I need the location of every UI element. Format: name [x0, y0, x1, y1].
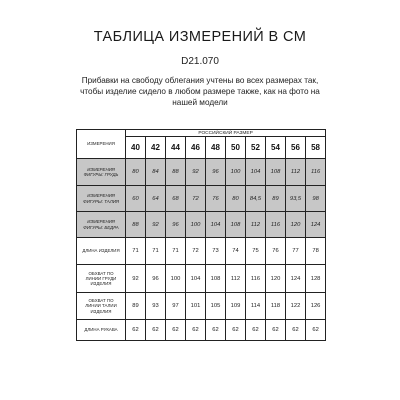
- value-cell: 100: [186, 212, 206, 238]
- value-cell: 128: [306, 265, 326, 293]
- value-cell: 92: [186, 159, 206, 186]
- row-label-line: ИЗМЕРЕНИЯ: [87, 193, 115, 199]
- value-cell: 100: [226, 159, 246, 186]
- value-cell: 75: [246, 238, 266, 265]
- value-cell: 114: [246, 293, 266, 320]
- value-cell: 76: [266, 238, 286, 265]
- value-cell: 62: [266, 320, 286, 341]
- size-cell: 58: [306, 137, 326, 159]
- value-cell: 62: [186, 320, 206, 341]
- value-cell: 71: [146, 238, 166, 265]
- value-cell: 92: [146, 212, 166, 238]
- value-cell: 118: [266, 293, 286, 320]
- measurement-row: [77, 265, 326, 293]
- row-label-line: ИЗДЕЛИЯ: [90, 281, 112, 287]
- row-label: [77, 265, 126, 293]
- row-label-line: ФИГУРЫ: ГРУДЬ: [83, 172, 119, 177]
- value-cell: 93,5: [286, 186, 306, 212]
- value-cell: 120: [266, 265, 286, 293]
- value-cell: 116: [306, 159, 326, 186]
- value-cell: 71: [166, 238, 186, 265]
- value-cell: 109: [226, 293, 246, 320]
- value-cell: 124: [306, 212, 326, 238]
- value-cell: 68: [166, 186, 186, 212]
- size-table: [76, 129, 326, 341]
- measurement-row: [77, 320, 326, 341]
- value-cell: 97: [166, 293, 186, 320]
- value-cell: 62: [286, 320, 306, 341]
- value-cell: 124: [286, 265, 306, 293]
- value-cell: 96: [146, 265, 166, 293]
- value-cell: 62: [206, 320, 226, 341]
- value-cell: 92: [126, 265, 146, 293]
- size-cell: 54: [266, 137, 286, 159]
- value-cell: 89: [126, 293, 146, 320]
- page-title: ТАБЛИЦА ИЗМЕРЕНИЙ В СМ: [93, 29, 307, 45]
- row-label-line: ЛИНИИ ТАЛИИ: [85, 303, 117, 309]
- value-cell: 122: [286, 293, 306, 320]
- value-cell: 100: [166, 265, 186, 293]
- value-cell: 77: [286, 238, 306, 265]
- value-cell: 108: [206, 265, 226, 293]
- value-cell: 64: [146, 186, 166, 212]
- value-cell: 84: [146, 159, 166, 186]
- value-cell: 60: [126, 186, 146, 212]
- row-label-line: ОБХВАТ ПО: [88, 298, 114, 304]
- size-cell: 50: [226, 137, 246, 159]
- value-cell: 112: [226, 265, 246, 293]
- value-cell: 116: [266, 212, 286, 238]
- measurement-row: [77, 238, 326, 265]
- measurement-row: [77, 293, 326, 320]
- row-label-line: ИЗМЕРЕНИЯ: [87, 166, 115, 172]
- value-cell: 104: [246, 159, 266, 186]
- value-cell: 88: [126, 212, 146, 238]
- value-cell: 101: [186, 293, 206, 320]
- value-cell: 96: [166, 212, 186, 238]
- value-cell: 89: [266, 186, 286, 212]
- value-cell: 62: [146, 320, 166, 341]
- size-cell: 56: [286, 137, 306, 159]
- value-cell: 72: [186, 186, 206, 212]
- value-cell: 80: [226, 186, 246, 212]
- size-cell: 40: [126, 137, 146, 159]
- row-label: [77, 238, 126, 265]
- value-cell: 76: [206, 186, 226, 212]
- measurement-row: [77, 186, 326, 212]
- row-label-line: ФИГУРЫ: ТАЛИЯ: [83, 198, 119, 204]
- value-cell: 104: [186, 265, 206, 293]
- value-cell: 62: [306, 320, 326, 341]
- value-cell: 62: [226, 320, 246, 341]
- value-cell: 96: [206, 159, 226, 186]
- size-cell: 48: [206, 137, 226, 159]
- value-cell: 84,5: [246, 186, 266, 212]
- measurement-row: [77, 212, 326, 238]
- value-cell: 104: [206, 212, 226, 238]
- value-cell: 126: [306, 293, 326, 320]
- value-cell: 108: [226, 212, 246, 238]
- product-code: D21.070: [181, 56, 219, 67]
- value-cell: 116: [246, 265, 266, 293]
- size-cell: 42: [146, 137, 166, 159]
- value-cell: 112: [246, 212, 266, 238]
- size-cell: 46: [186, 137, 206, 159]
- value-cell: 72: [186, 238, 206, 265]
- size-cell: 44: [166, 137, 186, 159]
- row-label-line: ДЛИНА РУКАВА: [84, 327, 118, 333]
- value-cell: 74: [226, 238, 246, 265]
- value-cell: 88: [166, 159, 186, 186]
- row-label: [77, 320, 126, 341]
- value-cell: 71: [126, 238, 146, 265]
- value-cell: 105: [206, 293, 226, 320]
- row-label: [77, 186, 126, 212]
- value-cell: 120: [286, 212, 306, 238]
- fit-note: [70, 75, 330, 108]
- row-label-line: ОБХВАТ ПО: [88, 270, 114, 276]
- measurement-row: [77, 159, 326, 186]
- value-cell: 73: [206, 238, 226, 265]
- row-label: [77, 159, 126, 186]
- size-cell: 52: [246, 137, 266, 159]
- value-cell: 62: [126, 320, 146, 341]
- row-label-line: ИЗДЕЛИЯ: [90, 308, 112, 314]
- value-cell: 108: [266, 159, 286, 186]
- row-label-line: ИЗМЕРЕНИЯ: [87, 219, 115, 225]
- row-label: [77, 293, 126, 320]
- fit-note-line: чтобы изделие сидело в любом размере также, как на фото на: [80, 87, 320, 96]
- row-label-line: ЛИНИИ ГРУДИ: [85, 275, 117, 281]
- row-label-line: ДЛИНА ИЗДЕЛИЯ: [82, 248, 120, 254]
- value-cell: 78: [306, 238, 326, 265]
- fit-note-line: нашей модели: [172, 98, 228, 107]
- size-header-label: ИЗМЕРЕНИЯ: [77, 130, 126, 159]
- fit-note-line: Прибавки на свободу облегания учтены во всех размерах так,: [81, 76, 319, 85]
- value-cell: 62: [166, 320, 186, 341]
- value-cell: 98: [306, 186, 326, 212]
- group-header: РОССИЙСКИЙ РАЗМЕР: [126, 130, 326, 137]
- row-label-line: ФИГУРЫ: БЕДРА: [83, 224, 119, 230]
- row-label: [77, 212, 126, 238]
- value-cell: 112: [286, 159, 306, 186]
- value-cell: 93: [146, 293, 166, 320]
- value-cell: 62: [246, 320, 266, 341]
- value-cell: 80: [126, 159, 146, 186]
